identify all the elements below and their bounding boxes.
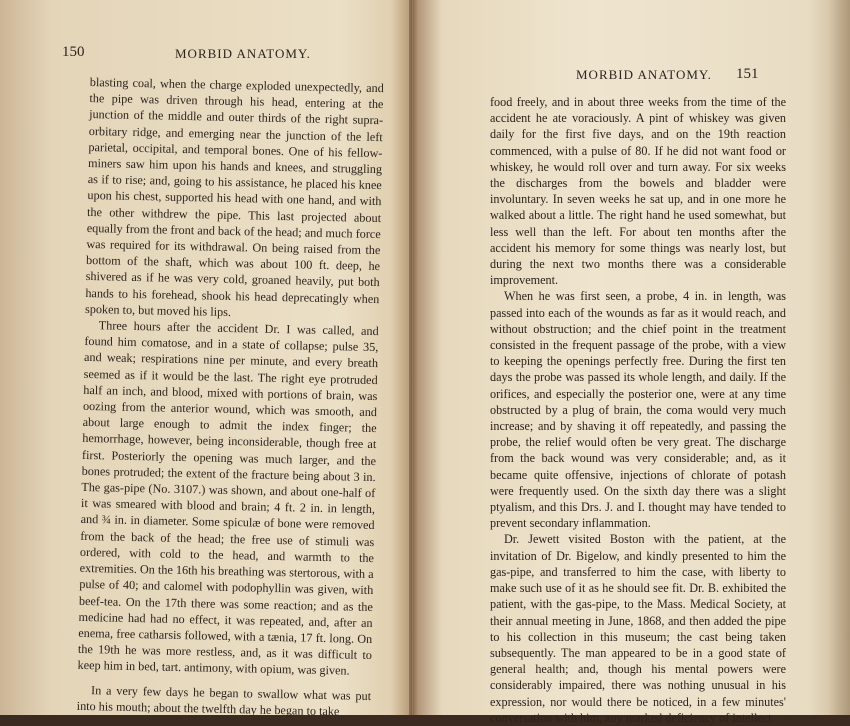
- right-page: [418, 0, 850, 725]
- left-paragraph-1: blasting coal, when the charge exploded unexpectedly, and the pipe was driven through his head, entering at the junction of the middle and outer thirds of the right supra-orbitary ridge, and emerging near the junction of the left parietal, occipital, and temporal bones. One of his fellow-miners saw him upon his hands and knees, and struggling as if to rise; and, going to his assistance, he placed his knee upon his chest, supported his head with one hand, and with the other withdrew the pipe. This last projected about equally from the front and back of the head; and much force was required for its withdrawal. On being raised from the bottom of the shaft, which was about 100 ft. deep, he shivered as if he was very cold, groaned heavily, put both hands to his forehead, shook his head deprecatingly when spoken to, but moved his lips.: [84, 74, 384, 319]
- right-page-text: [490, 94, 786, 726]
- left-page-text: [77, 74, 384, 720]
- left-running-head: MORBID ANATOMY.: [175, 46, 311, 61]
- right-paragraph-3: Dr. Jewett visited Boston with the patient, at the invitation of Dr. Bigelow, and kindly presented to him the gas-pipe, and transferred to him the case, with liberty to make such use of it as he should see fit. Dr. B. exhibited the patient, with the gas-pipe, to the Mass. Medical Society, at their annual meeting in June, 1868, and then added the pipe to his collection in this museum; the cast being taken subsequently. The man appeared to be in a good state of general health; and, though his mental powers were considerably impaired, there was nothing unusual in his expression, nor would there be noticed, in a few minutes' conversation with him, any marked deficiency of intellect.: [490, 532, 786, 725]
- right-running-head: MORBID ANATOMY.: [576, 67, 712, 82]
- left-paragraph-3: In a very few days he began to swallow what was put into his mouth; about the twelfth day he began to take: [76, 682, 372, 719]
- left-paragraph-2: Three hours after the accident Dr. I was called, and found him comatose, and in a state of collapse; pulse 35, and weak; respirations nine per minute, and every breath seemed as if it would be the last. The right eye protruded half an inch, and blood, mixed with portions of brain, was oozing from the anterior wound, which was smooth, and about large enough to admit the index finger; the hemorrhage, however, being inconsiderable, though free at first. Posteriorly the opening was much larger, and the bones protruded; the extent of the fracture being about 3 in. The gas-pipe (No. 3107.) was shown, and about one-half of it was smeared with blood and brain; 4 ft. 2 in. in length, and ¾ in. in diameter. Some spiculæ of bone were removed from the back of the head; the free use of stimuli was ordered, with cold to the head, and warmth to the extremities. On the 16th his breathing was stertorous, with a pulse of 40; and calomel with podophyllin was given, with beef-tea. On the 17th there was some reaction; and as the medicine had had no effect, it was repeated, and, after an enema, free catharsis followed, with a tænia, 17 ft. long. On the 19th he was more restless, and, as it was difficult to keep him in bed, tart. antimony, with opium, was given.: [77, 318, 379, 678]
- page-edge-shadow: [828, 0, 850, 715]
- right-page-number: 151: [736, 66, 759, 82]
- left-page: [0, 0, 410, 719]
- right-paragraph-1: food freely, and in about three weeks from the time of the accident he ate voraciously. A pint of whiskey was given daily for the first five days, and on the 19th reaction commenced, with a pulse of 80. If he did not want food or whiskey, he would roll over and turn away. For six weeks the discharges from the bowels and bladder were involuntary. In seven weeks he sat up, and in one more he walked about a little. The right hand he used somewhat, but less well than the left. For about ten months after the accident his memory for some things was nearly lost, but during the next two months there was a considerable improvement.: [490, 95, 786, 288]
- right-paragraph-2: When he was first seen, a probe, 4 in. in length, was passed into each of the wounds as far as it would reach, and without obstruction; and the chief point in the treatment consisted in the frequent passage of the probe, with a view to keeping the openings perfectly free. During the first ten days the probe was passed its whole length, and daily. If the orifices, and especially the posterior one, were at any time obstructed by a plug of brain, the coma would very much increase; and by shaving it off repeatedly, and passing the probe, the relief would often be very great. The discharge from the back wound was very considerable; and, as it became quite offensive, injections of chlorate of potash were frequently used. On the sixth day there was a slight ptyalism, and this Drs. J. and I. thought may have tended to prevent secondary inflammation.: [490, 289, 786, 531]
- left-page-number: 150: [62, 44, 85, 60]
